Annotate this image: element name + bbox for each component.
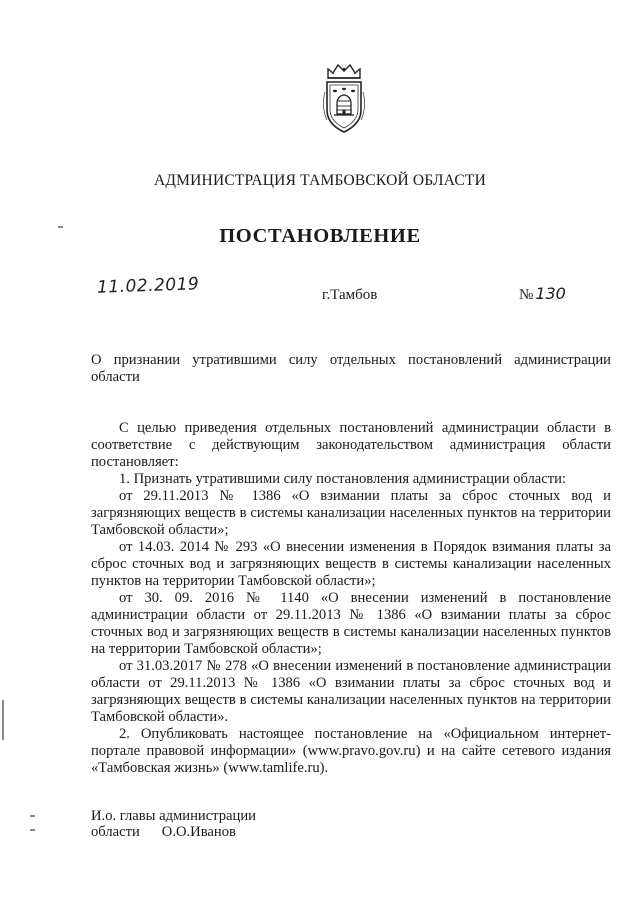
number-value: 130 bbox=[535, 284, 566, 303]
body-paragraph: от 14.03. 2014 № 293 «О внесении изменения в Порядок взимания платы за сброс сточных вод и загрязняющих веществ в системы канализации населенных пунктов на территории Тамбовской области»; bbox=[91, 539, 611, 589]
document-subject: О признании утратившими силу отдельных постановлений администрации области bbox=[91, 352, 611, 385]
body-paragraph: 2. Опубликовать настоящее постановление на «Официальном интернет-портале правовой информации» (www.pravo.gov.ru) и на сайте сетевого издания «Тамбовская жизнь» (www.tamlife.ru). bbox=[91, 726, 611, 776]
signatory-position-cont: области bbox=[91, 824, 140, 840]
organization-name: АДМИНИСТРАЦИЯ ТАМБОВСКОЙ ОБЛАСТИ bbox=[154, 172, 486, 189]
scan-artifact bbox=[2, 700, 4, 740]
scan-artifact bbox=[30, 829, 35, 831]
document-city: г.Тамбов bbox=[322, 287, 378, 303]
body-paragraph: от 30. 09. 2016 № 1140 «О внесении изменений в постановление администрации области от 29.11.2013 № 1386 «О взимании платы за сброс сточных вод и загрязняющих веществ в системы канализации населенных пунктов на территории Тамбовской области»; bbox=[91, 590, 611, 657]
signatory-position: И.о. главы администрации bbox=[91, 808, 256, 824]
signature-block bbox=[91, 808, 256, 840]
body-paragraph: от 29.11.2013 № 1386 «О взимании платы за сброс сточных вод и загрязняющих веществ в системы канализации населенных пунктов на территории Тамбовской области»; bbox=[91, 488, 611, 538]
scan-artifact bbox=[58, 226, 63, 228]
body-paragraph: от 31.03.2017 № 278 «О внесении изменений в постановление администрации области от 29.11.2013 № 1386 «О взимании платы за сброс сточных вод и загрязняющих веществ в системы канализации населенных пунктов на территории Тамбовской области». bbox=[91, 658, 611, 725]
scan-artifact bbox=[30, 815, 35, 817]
signatory-line bbox=[91, 824, 256, 840]
document-number bbox=[519, 284, 566, 304]
signatory-name: О.О.Иванов bbox=[161, 824, 236, 840]
body-paragraph: 1. Признать утратившими силу постановления администрации области: bbox=[119, 471, 566, 487]
number-prefix: № bbox=[519, 287, 534, 303]
tambov-coat-of-arms-icon bbox=[319, 62, 369, 138]
document-date: 11.02.2019 bbox=[96, 274, 200, 298]
document-body bbox=[91, 420, 611, 777]
document-type-title: ПОСТАНОВЛЕНИЕ bbox=[219, 225, 421, 247]
body-paragraph: С целью приведения отдельных постановлений администрации области в соответствие с действующим законодательством администрация области постановляет: bbox=[91, 420, 611, 470]
